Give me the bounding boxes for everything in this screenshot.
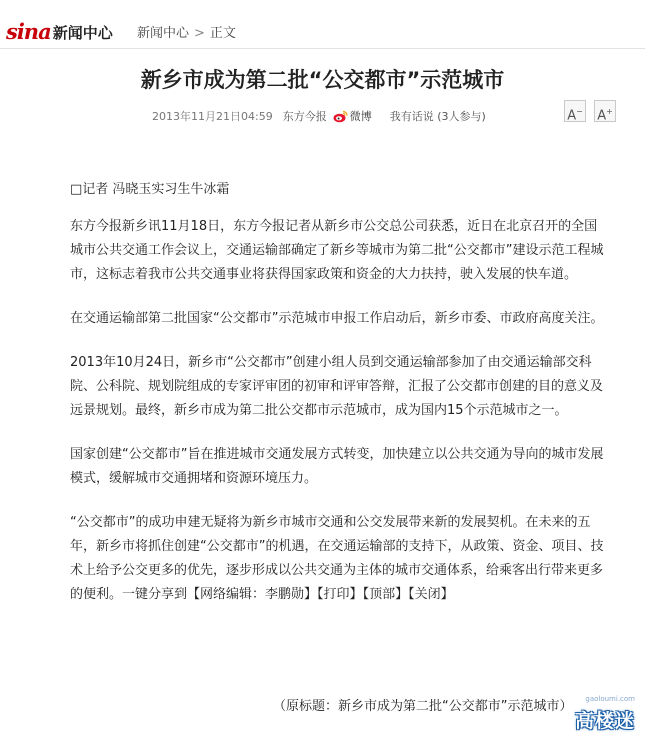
news-center-logo-text: 新闻中心 xyxy=(52,24,113,42)
close-link[interactable]: 【关闭】 xyxy=(408,587,454,602)
paragraph-4: 国家创建“公交都市”旨在推进城市交通发展方式转变，加快建立以公共交通为导向的城市发展模式，缓解城市交通拥堵和资源环境压力。 xyxy=(70,447,604,486)
paragraph-2: 在交通运输部第二批国家“公交都市”示范城市申报工作启动后，新乡市委、市政府高度关注。 xyxy=(70,311,604,326)
paragraph-1: 东方今报新乡讯11月18日，东方今报记者从新乡市公交总公司获悉，近日在北京召开的全国城市公共交通工作会议上，交通运输部确定了新乡等城市为第二批“公交都市”建设示范工程城市，这标志着我市公共交通事业将获得国家政策和资金的大力扶持，驶入发展的快车道。 xyxy=(70,219,604,282)
reporter-line: □记者 冯晓玉实习生牛冰霜 xyxy=(70,182,230,197)
back-to-top-link[interactable]: 【顶部】 xyxy=(362,587,409,602)
sina-news-logo[interactable] xyxy=(6,13,113,43)
paragraph-3: 2013年10月24日，新乡市“公交都市”创建小组人员到交通运输部参加了由交通运输部交科院、公科院、规划院组成的专家评审团的初审和评审答辩，汇报了公交都市创建的目的意义及远景规划。最终，新乡市成为第二批公交都市示范城市，成为国内15个示范城市之一。 xyxy=(70,355,604,418)
publish-time: 2013年11月21日04:59 xyxy=(152,110,273,123)
watermark-url: gaoloumi.com xyxy=(585,695,635,703)
editor-credit-link[interactable]: 【网络编辑：李鹏勋】 xyxy=(187,587,318,602)
font-larger-button[interactable]: A+ xyxy=(594,100,616,122)
share-prefix: 一键分享到 xyxy=(122,587,188,602)
print-link[interactable]: 【打印】 xyxy=(317,587,363,602)
font-smaller-button[interactable]: A− xyxy=(564,100,586,122)
comments-link[interactable] xyxy=(390,108,486,124)
breadcrumb xyxy=(137,22,236,41)
article-meta xyxy=(152,108,486,124)
article-body xyxy=(70,178,606,627)
paragraph-5-text: “公交都市”的成功申建无疑将为新乡市城市交通和公交发展带来新的发展契机。在未来的五年，新乡市将抓住创建“公交都市”的机遇，在交通运输部的支持下，从政策、资金、项目、技术上给予公交更多的优先，逐步形成以公共交通为主体的城市交通体系，给乘客出行带来更多的便利。 xyxy=(70,515,604,602)
paragraph-5 xyxy=(70,511,606,607)
top-bar xyxy=(0,0,645,49)
article-source[interactable]: 东方今报 xyxy=(282,110,327,123)
weibo-label: 微博 xyxy=(349,110,372,123)
watermark-text: 高楼迷 xyxy=(574,710,635,732)
plus-sign: + xyxy=(606,107,613,116)
breadcrumb-news-center[interactable]: 新闻中心 xyxy=(137,26,190,41)
breadcrumb-article: 正文 xyxy=(209,26,236,41)
weibo-link[interactable] xyxy=(333,108,372,124)
weibo-icon xyxy=(333,110,348,123)
gaoloumi-watermark xyxy=(567,695,639,733)
comments-count: (3人参与) xyxy=(437,110,486,123)
original-title: （原标题：新乡市成为第二批“公交都市”示范城市） xyxy=(273,699,573,714)
article-title: 新乡市成为第二批“公交都市”示范城市 xyxy=(140,68,505,92)
comments-label: 我有话说 xyxy=(389,110,434,123)
minus-sign: − xyxy=(576,107,583,116)
breadcrumb-separator: > xyxy=(194,26,205,41)
sina-logo-text: sina xyxy=(6,19,51,44)
